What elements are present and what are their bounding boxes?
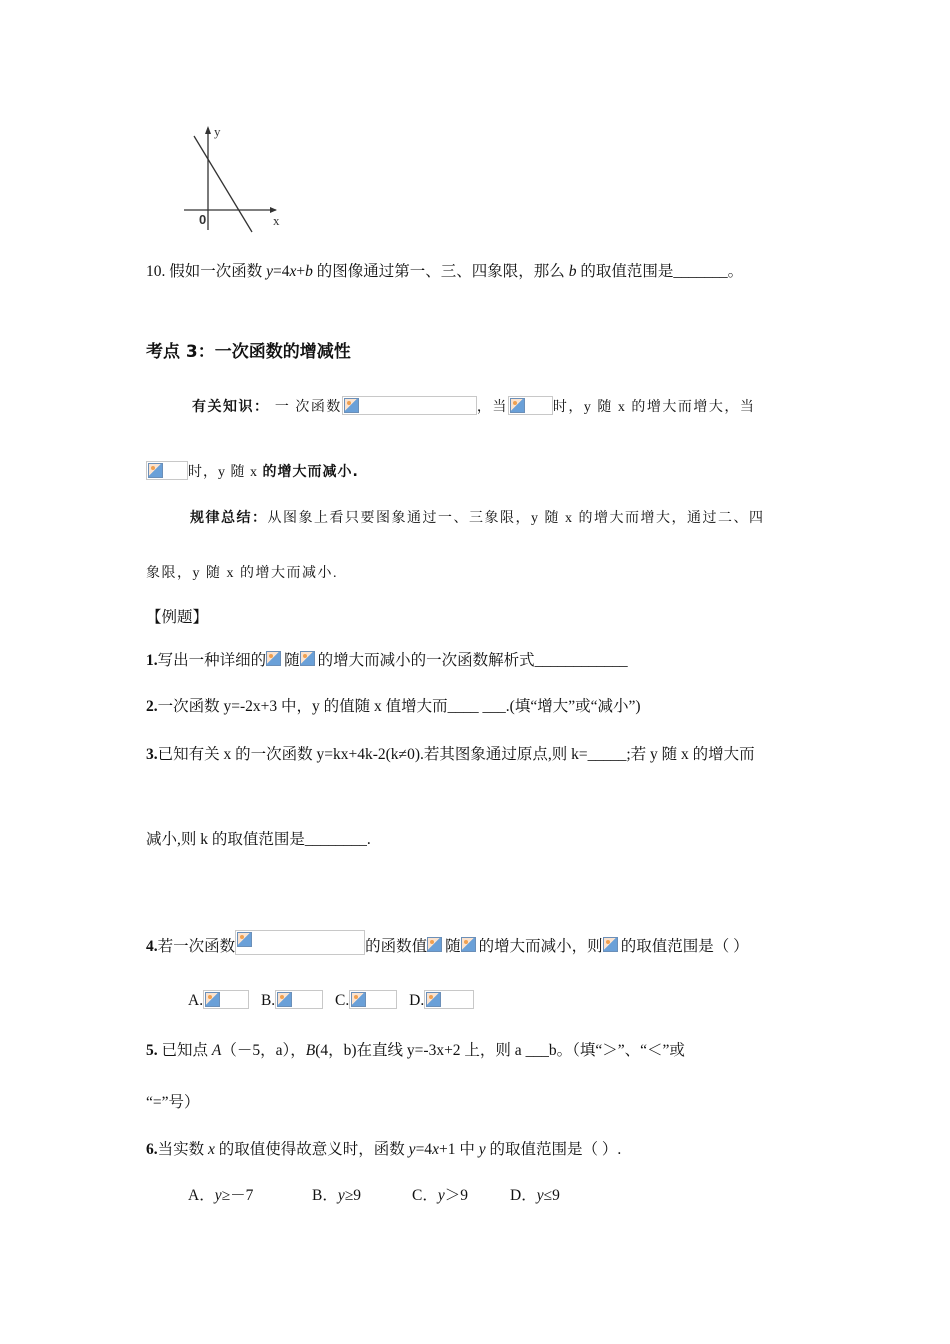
ex6-text-b: 的取值使得故意义时，函数 bbox=[214, 1141, 409, 1158]
ex6-var-y: y bbox=[408, 1141, 416, 1158]
ex5-text-b: （－5，a）， bbox=[221, 1042, 306, 1059]
option-c-image-placeholder bbox=[349, 990, 397, 1009]
q10-var-y: y bbox=[266, 263, 274, 280]
ex6-option-b: B．y≥9 bbox=[312, 1187, 361, 1204]
example-4-options bbox=[188, 990, 474, 1010]
var-image-placeholder bbox=[603, 936, 621, 955]
ex4-text-b: 的函数值 bbox=[365, 938, 428, 955]
linear-function-graph bbox=[180, 122, 290, 234]
q10-var-x: x bbox=[289, 263, 297, 280]
example-5-line-1 bbox=[146, 1038, 685, 1060]
ex6-option-a: A．y≥－7 bbox=[188, 1187, 254, 1204]
ex4-option-d-label: D. bbox=[409, 992, 425, 1009]
ex5-text-d: b。（填“＞”、“＜”或 bbox=[548, 1042, 685, 1059]
ex5-point-a: A bbox=[211, 1042, 222, 1059]
ex6-var-y2: y bbox=[478, 1141, 486, 1158]
var-image-placeholder bbox=[266, 650, 284, 669]
example-5-line-2: “=”号） bbox=[146, 1094, 200, 1111]
ex4-option-c-label: C. bbox=[335, 992, 350, 1009]
y-axis-label: y bbox=[214, 124, 221, 139]
example-header: 【例题】 bbox=[146, 609, 209, 626]
ex5-text-c: (4，b)在直线 y=-3x+2 上，则 a bbox=[315, 1042, 526, 1059]
example-3-line-1 bbox=[146, 742, 755, 764]
function-image-placeholder bbox=[235, 930, 365, 955]
ex4-text-c: 随 bbox=[445, 938, 461, 955]
q10-text: 10. 假如一次函数 bbox=[146, 263, 267, 280]
ex4-option-b-label: B. bbox=[260, 992, 276, 1009]
ex3-number: 3. bbox=[146, 746, 158, 763]
example-6-options bbox=[188, 1183, 560, 1205]
ex1-text-c: 的增大而减小的一次函数解析式 bbox=[317, 652, 535, 669]
knowledge-text-3: 时，y 随 x 的增大而增大，当 bbox=[552, 400, 756, 415]
ex4-number: 4. bbox=[146, 938, 158, 955]
ex5-point-b: B bbox=[305, 1042, 316, 1059]
example-6 bbox=[146, 1137, 621, 1159]
q10-text-c: 的取值范围是 bbox=[576, 263, 674, 280]
x-axis-label: x bbox=[273, 213, 280, 228]
knowledge-text-4: 时，y 随 x bbox=[188, 465, 263, 480]
section-title: 考点 3：一次函数的增减性 bbox=[146, 342, 351, 362]
q10-eq: =4 bbox=[273, 263, 290, 280]
rule-label: 规律总结： bbox=[190, 510, 268, 526]
option-a-image-placeholder bbox=[203, 990, 249, 1009]
ex2-blank: ____ ___ bbox=[447, 698, 506, 715]
var-image-placeholder bbox=[300, 650, 318, 669]
ex6-number: 6. bbox=[146, 1141, 158, 1158]
knowledge-line-2 bbox=[146, 461, 359, 481]
ex5-text-a: 已知点 bbox=[157, 1042, 212, 1059]
ex2-number: 2. bbox=[146, 698, 158, 715]
ex6-text-a: 当实数 bbox=[157, 1141, 209, 1158]
example-2 bbox=[146, 694, 641, 716]
condition-image-placeholder-2 bbox=[146, 461, 188, 480]
ex1-number: 1. bbox=[146, 652, 158, 669]
ex6-option-c: C．y＞9 bbox=[412, 1187, 468, 1204]
ex4-text-a: 若一次函数 bbox=[157, 938, 236, 955]
ex1-blank: ____________ bbox=[534, 652, 628, 669]
var-image-placeholder bbox=[427, 936, 445, 955]
ex4-option-a-label: A. bbox=[188, 992, 204, 1009]
ex6-text-e: 的取值范围是（ ）. bbox=[485, 1141, 622, 1158]
ex5-number: 5. bbox=[146, 1042, 158, 1059]
ex2-text-a: 一次函数 y=-2x+3 中，y 的值随 x 值增大而 bbox=[157, 698, 448, 715]
q10-blank: _______ bbox=[673, 263, 728, 280]
condition-image-placeholder bbox=[508, 396, 553, 415]
knowledge-text-1: 一 次函数 bbox=[274, 400, 342, 415]
ex3-text-1: 已知有关 x 的一次函数 y=kx+4k-2(k≠0).若其图象通过原点,则 k=_____;若 y 随 x 的增大而 bbox=[157, 746, 755, 763]
ex5-blank: ___ bbox=[525, 1042, 549, 1059]
example-1 bbox=[146, 648, 628, 670]
q10-text-b: 的图像通过第一、三、四象限，那么 bbox=[312, 263, 569, 280]
formula-image-placeholder bbox=[342, 396, 477, 415]
ex6-var-x: x bbox=[208, 1141, 215, 1158]
question-10 bbox=[146, 259, 743, 281]
ex4-text-e: 的取值范围是（ ） bbox=[620, 938, 749, 955]
knowledge-text-2: ，当 bbox=[476, 400, 508, 415]
knowledge-line-1 bbox=[192, 396, 755, 416]
example-4 bbox=[146, 930, 749, 956]
ex6-text-c: =4 bbox=[415, 1141, 433, 1158]
ex6-option-d: D．y≤9 bbox=[510, 1187, 560, 1204]
option-b-image-placeholder bbox=[275, 990, 323, 1009]
example-3-line-2: 减小,则 k 的取值范围是________. bbox=[146, 831, 371, 848]
ex4-text-d: 的增大而减小，则 bbox=[478, 938, 603, 955]
rule-text-1: 从图象上看只要图象通过一、三象限，y 随 x 的增大而增大，通过二、四 bbox=[267, 511, 765, 526]
q10-var-b2: b bbox=[568, 263, 577, 280]
q10-var-b: b bbox=[305, 263, 313, 280]
rule-line-2: 象限，y 随 x 的增大而减小. bbox=[146, 566, 338, 581]
option-d-image-placeholder bbox=[424, 990, 474, 1009]
origin-label: 0 bbox=[199, 212, 207, 227]
ex2-text-b: .(填“增大”或“减小”) bbox=[505, 698, 641, 715]
ex6-var-x2: x bbox=[432, 1141, 439, 1158]
q10-plus: + bbox=[296, 263, 306, 280]
ex1-text-a: 写出一种详细的 bbox=[157, 652, 267, 669]
ex1-text-b: 随 bbox=[284, 652, 300, 669]
rule-line-1 bbox=[190, 507, 765, 527]
q10-end: 。 bbox=[727, 263, 744, 280]
knowledge-label: 有关知识： bbox=[192, 399, 270, 415]
y-axis-arrow bbox=[205, 126, 211, 134]
knowledge-text-5: 的增大而减小. bbox=[262, 464, 359, 480]
var-image-placeholder bbox=[461, 936, 479, 955]
ex6-text-d: +1 中 bbox=[438, 1141, 479, 1158]
